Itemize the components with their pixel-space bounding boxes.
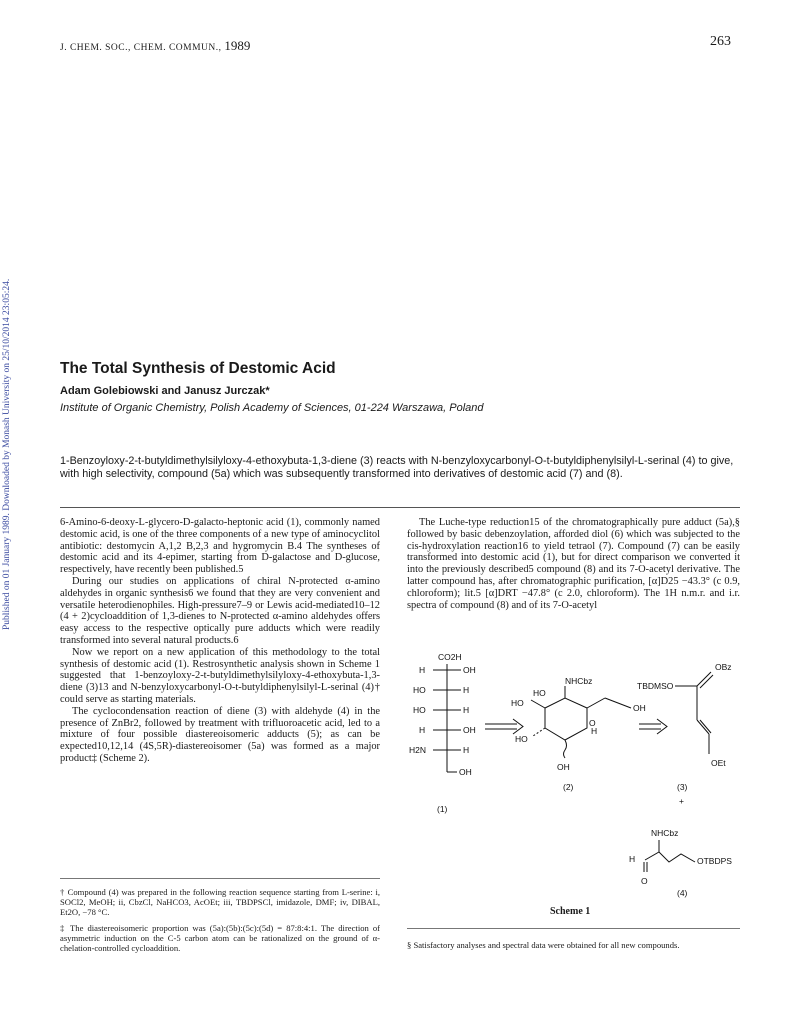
svg-text:H: H: [419, 665, 426, 675]
svg-text:OH: OH: [463, 725, 476, 735]
footnote-divider-left: [60, 878, 380, 879]
footnotes-right: [407, 940, 740, 956]
svg-text:H: H: [463, 705, 470, 715]
article-abstract: 1-Benzoyloxy-2-t-butyldimethylsilyloxy-4-ethoxybuta-1,3-diene (3) reacts with N-benzyloxycarbonyl-O-t-butyldiphenylsilyl-L-serinal (4) to give, with high selectivity, compound (5a) which was subsequently transformed into derivatives of destomic acid (7) and (8).: [60, 455, 734, 480]
svg-text:H: H: [419, 725, 426, 735]
svg-text:TBDMSO: TBDMSO: [637, 681, 674, 691]
body-paragraph: The Luche-type reduction15 of the chromatographically pure adduct (5a),§ followed by basic debenzoylation, afforded diol (6) which was subjected to the cis-hydroxylation reaction16 to yield tetraol (7). Compound (7) can be easily transformed into destomic acid (1), but for direct comparison we converted it into the previously described5 compound (8) and its 7-O-acetyl derivative. The latter compound has, after chromatographic purification, [α]D25 −43.3° (c 0.9, chloroform); lit.5 [α]DRT −47.8° (c 2.0, chloroform). The 1H n.m.r. and i.r. spectra of compound (8) and of its 7-O-acetyl: [407, 517, 740, 611]
journal-name: J. CHEM. SOC., CHEM. COMMUN.,: [60, 43, 222, 53]
svg-text:HO: HO: [533, 688, 546, 698]
compound-1-label: (1): [437, 804, 448, 814]
body-paragraph: Now we report on a new application of this methodology to the total synthesis of destomic acid (1). Restrosynthetic analysis shown in Scheme 1 suggested that 1-benzoyloxy-2-t-butyldimethylsilyloxy-4-ethoxybuta-1,3-diene (3)13 and N-benzyloxycarbonyl-O-t-butyldiphenylsilyl-L-serinal (4)† could serve as starting materials.: [60, 646, 380, 705]
abstract-divider: [60, 507, 740, 508]
scheme-1-figure: [405, 648, 740, 903]
svg-text:OH: OH: [557, 762, 570, 772]
svg-text:OH: OH: [633, 703, 646, 713]
svg-text:H: H: [463, 685, 470, 695]
page-number: 263: [710, 34, 731, 49]
svg-text:O: O: [589, 718, 596, 728]
body-right-column: [407, 517, 740, 611]
body-paragraph: 6-Amino-6-deoxy-L-glycero-D-galacto-heptonic acid (1), commonly named destomic acid, is one of the three components of a new type of aminocyclitol antibiotic: destomycin A,1,2 B,2,3 and hygromycin B.4 The syntheses of destomic acid and its 4-epimer, starting from D-galactose and D-glucose, respectively, have recently been published.5: [60, 517, 380, 576]
footnote-divider-right: [407, 928, 740, 929]
svg-text:OBz: OBz: [715, 662, 732, 672]
footnotes-left: [60, 887, 380, 959]
svg-text:NHCbz: NHCbz: [565, 676, 593, 686]
journal-header: [60, 38, 250, 54]
chem-label: CO2H: [438, 652, 462, 662]
svg-text:HO: HO: [413, 685, 426, 695]
svg-text:OH: OH: [459, 767, 472, 777]
retro-arrow-1: [485, 719, 523, 734]
body-paragraph: During our studies on applications of chiral N-protected α-amino aldehydes in organic synthesis6 we found that they are very convenient and versatile heterodienophiles. High-pressure7–9 or Lewis acid-mediated10–12 (4 + 2)cycloaddition of 1,3-dienes to N-protected α-amino aldehydes offers easy access to the respective optically pure adducts which were readily transformed into several natural products.6: [60, 575, 380, 646]
svg-text:HO: HO: [515, 734, 528, 744]
aldehyde-chain: [645, 852, 695, 862]
article-affiliation: Institute of Organic Chemistry, Polish Academy of Sciences, 01-224 Warszawa, Poland: [60, 402, 484, 414]
plus-sign: +: [679, 796, 684, 806]
body-left-column: [60, 517, 380, 765]
svg-text:H2N: H2N: [409, 745, 427, 755]
pyranose-ring: [545, 698, 587, 740]
footnote: § Satisfactory analyses and spectral data were obtained for all new compounds.: [407, 940, 680, 950]
svg-text:OTBDPS: OTBDPS: [697, 856, 732, 866]
svg-text:OEt: OEt: [711, 758, 726, 768]
footnote: † Compound (4) was prepared in the following reaction sequence starting from L-serine: i, SOCl2, MeOH; ii, CbzCl, NaHCO3, AcOEt; iii, TBDPSCl, imidazole, DMF; iv, DIBAL, Et2O, −78 °C.: [60, 887, 380, 917]
svg-text:HO: HO: [511, 698, 524, 708]
body-paragraph: The cyclocondensation reaction of diene (3) with aldehyde (4) in the presence of ZnBr2, followed by treatment with trifluoroacetic acid, led to a mixture of four possible diastereoisomeric adducts (5); as can be expected10,12,14 (4S,5R)-diastereoisomer (5a) was formed as a major product‡ (Scheme 2).: [60, 705, 380, 764]
compound-2-label: (2): [563, 782, 574, 792]
footnote: ‡ The diastereoisomeric proportion was (5a):(5b):(5c):(5d) = 87:8:4:1. The direction of asymmetric induction on the C-5 carbon atom can be rationalized on the ground of α-chelation-controlled cycloaddition.: [60, 923, 380, 953]
scheme-caption: Scheme 1: [550, 906, 591, 917]
compound-4-label: (4): [677, 888, 688, 898]
svg-text:H: H: [591, 726, 598, 736]
svg-text:OH: OH: [463, 665, 476, 675]
article-authors: Adam Golebiowski and Janusz Jurczak*: [60, 385, 270, 397]
svg-text:HO: HO: [413, 705, 426, 715]
journal-year: 1989: [224, 38, 251, 53]
svg-text:H: H: [629, 854, 636, 864]
retro-arrow-2: [639, 719, 667, 734]
svg-text:H: H: [463, 745, 470, 755]
svg-text:NHCbz: NHCbz: [651, 828, 679, 838]
compound-3-label: (3): [677, 782, 688, 792]
download-sidebar: Published on 01 January 1989. Downloaded by Monash University on 25/10/2014 23:05:24.: [2, 278, 12, 630]
svg-text:O: O: [641, 876, 648, 886]
article-title: The Total Synthesis of Destomic Acid: [60, 360, 336, 377]
